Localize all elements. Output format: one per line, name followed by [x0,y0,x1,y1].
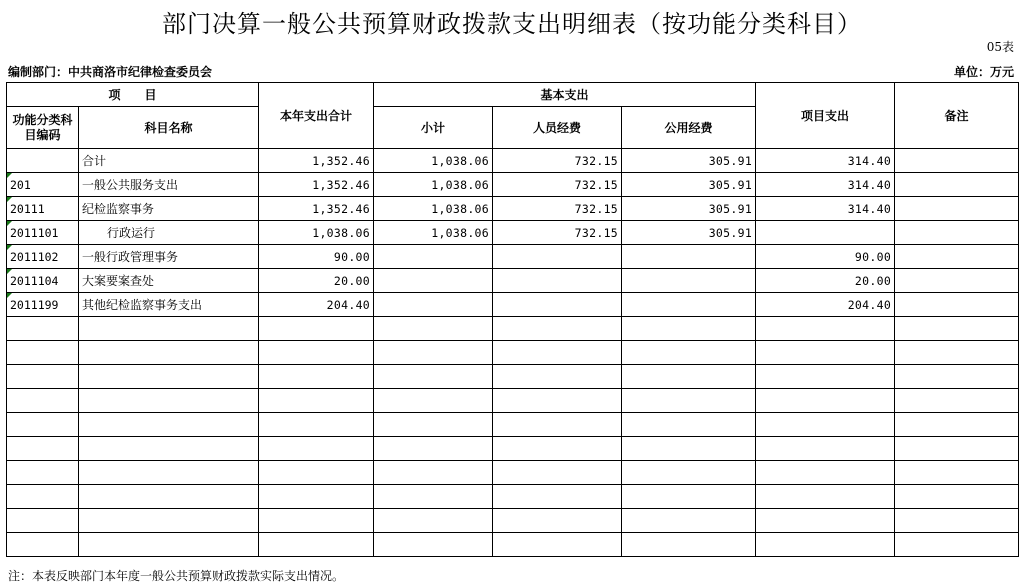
name-cell [79,365,259,389]
code-cell: 201 [7,173,79,197]
code-cell [7,389,79,413]
total-cell [259,485,374,509]
name-cell: 大案要案查处 [79,269,259,293]
personnel-cell [493,413,622,437]
code-cell [7,437,79,461]
cell-marker-icon [7,197,12,202]
header-code: 功能分类科目编码 [7,107,79,149]
project-cell [756,413,895,437]
code-cell: 20111 [7,197,79,221]
header-personnel: 人员经费 [493,107,622,149]
public-cell: 305.91 [622,221,756,245]
subtotal-cell [374,293,493,317]
table-body [7,149,1019,557]
code-cell: 2011102 [7,245,79,269]
project-cell [756,221,895,245]
remark-cell [895,149,1019,173]
header-subtotal: 小计 [374,107,493,149]
name-cell: 纪检监察事务 [79,197,259,221]
public-cell [622,413,756,437]
project-cell [756,365,895,389]
subtotal-cell: 1,038.06 [374,149,493,173]
table-row [7,149,1019,173]
personnel-cell [493,341,622,365]
subtotal-cell: 1,038.06 [374,173,493,197]
header-remark: 备注 [895,83,1019,149]
table-row [7,485,1019,509]
code-cell [7,413,79,437]
code-cell: 2011104 [7,269,79,293]
unit-label: 单位：万元 [953,65,1014,79]
personnel-cell [493,245,622,269]
table-row [7,509,1019,533]
cell-marker-icon [7,269,12,274]
name-cell [79,389,259,413]
table-row [7,461,1019,485]
table-row [7,293,1019,317]
department-label: 编制部门：中共商洛市纪律检查委员会 [8,65,213,79]
code-cell [7,317,79,341]
header-item: 项 目 [7,83,259,107]
table-row [7,245,1019,269]
total-cell: 204.40 [259,293,374,317]
public-cell [622,389,756,413]
subtotal-cell [374,461,493,485]
name-cell [79,317,259,341]
name-cell: 合计 [79,149,259,173]
personnel-cell: 732.15 [493,197,622,221]
public-cell [622,437,756,461]
subtotal-cell [374,533,493,557]
remark-cell [895,485,1019,509]
total-cell [259,533,374,557]
project-cell: 204.40 [756,293,895,317]
personnel-cell [493,437,622,461]
subtotal-cell [374,365,493,389]
personnel-cell [493,533,622,557]
name-cell: 行政运行 [79,221,259,245]
public-cell [622,293,756,317]
personnel-cell [493,509,622,533]
remark-cell [895,461,1019,485]
table-row [7,413,1019,437]
remark-cell [895,389,1019,413]
personnel-cell [493,293,622,317]
expenditure-table [6,82,1019,557]
code-cell [7,149,79,173]
name-cell [79,437,259,461]
code-cell [7,485,79,509]
public-cell [622,509,756,533]
personnel-cell [493,317,622,341]
project-cell [756,389,895,413]
public-cell [622,485,756,509]
remark-cell [895,245,1019,269]
total-cell [259,461,374,485]
project-cell [756,341,895,365]
project-cell [756,461,895,485]
header-project: 项目支出 [756,83,895,149]
project-cell [756,317,895,341]
table-row [7,365,1019,389]
total-cell [259,317,374,341]
code-cell: 2011101 [7,221,79,245]
remark-cell [895,509,1019,533]
name-cell: 一般行政管理事务 [79,245,259,269]
remark-cell [895,413,1019,437]
remark-cell [895,221,1019,245]
total-cell [259,365,374,389]
total-cell: 90.00 [259,245,374,269]
personnel-cell: 732.15 [493,173,622,197]
code-cell [7,461,79,485]
public-cell [622,365,756,389]
total-cell [259,389,374,413]
header-year-total: 本年支出合计 [259,83,374,149]
table-row [7,221,1019,245]
code-cell [7,341,79,365]
public-cell [622,341,756,365]
personnel-cell: 732.15 [493,221,622,245]
total-cell: 1,038.06 [259,221,374,245]
project-cell [756,509,895,533]
remark-cell [895,317,1019,341]
table-row [7,389,1019,413]
project-cell [756,533,895,557]
personnel-cell [493,389,622,413]
table-row [7,533,1019,557]
total-cell [259,509,374,533]
project-cell: 314.40 [756,149,895,173]
total-cell [259,413,374,437]
page-title: 部门决算一般公共预算财政拨款支出明细表（按功能分类科目） [162,10,862,38]
subtotal-cell [374,389,493,413]
project-cell: 90.00 [756,245,895,269]
remark-cell [895,269,1019,293]
subtotal-cell [374,437,493,461]
header-public: 公用经费 [622,107,756,149]
name-cell: 其他纪检监察事务支出 [79,293,259,317]
subtotal-cell [374,509,493,533]
subtotal-cell [374,341,493,365]
table-row [7,341,1019,365]
public-cell [622,461,756,485]
total-cell: 1,352.46 [259,173,374,197]
project-cell: 20.00 [756,269,895,293]
remark-cell [895,173,1019,197]
table-row [7,317,1019,341]
cell-marker-icon [7,293,12,298]
remark-cell [895,365,1019,389]
name-cell [79,341,259,365]
cell-marker-icon [7,245,12,250]
code-cell [7,533,79,557]
table-row [7,173,1019,197]
table-row [7,197,1019,221]
name-cell [79,413,259,437]
name-cell: 一般公共服务支出 [79,173,259,197]
project-cell [756,485,895,509]
subtotal-cell [374,269,493,293]
subtotal-cell [374,485,493,509]
table-row [7,437,1019,461]
subtotal-cell: 1,038.06 [374,221,493,245]
cell-marker-icon [7,173,12,178]
code-cell: 2011199 [7,293,79,317]
public-cell: 305.91 [622,149,756,173]
code-cell [7,509,79,533]
name-cell [79,485,259,509]
name-cell [79,461,259,485]
personnel-cell [493,485,622,509]
subtotal-cell [374,413,493,437]
project-cell: 314.40 [756,173,895,197]
remark-cell [895,533,1019,557]
public-cell [622,245,756,269]
project-cell [756,437,895,461]
remark-cell [895,437,1019,461]
public-cell [622,269,756,293]
personnel-cell [493,365,622,389]
cell-marker-icon [7,221,12,226]
header-name: 科目名称 [79,107,259,149]
public-cell [622,533,756,557]
total-cell [259,341,374,365]
public-cell [622,317,756,341]
total-cell: 1,352.46 [259,149,374,173]
total-cell: 1,352.46 [259,197,374,221]
code-cell [7,365,79,389]
subtotal-cell: 1,038.06 [374,197,493,221]
public-cell: 305.91 [622,173,756,197]
project-cell: 314.40 [756,197,895,221]
total-cell: 20.00 [259,269,374,293]
personnel-cell [493,461,622,485]
table-row [7,269,1019,293]
public-cell: 305.91 [622,197,756,221]
name-cell [79,533,259,557]
form-number: 05表 [986,40,1014,54]
personnel-cell [493,269,622,293]
remark-cell [895,341,1019,365]
subtotal-cell [374,245,493,269]
personnel-cell: 732.15 [493,149,622,173]
subtotal-cell [374,317,493,341]
name-cell [79,509,259,533]
total-cell [259,437,374,461]
header-basic: 基本支出 [374,83,756,107]
remark-cell [895,197,1019,221]
remark-cell [895,293,1019,317]
footnote: 注：本表反映部门本年度一般公共预算财政拨款实际支出情况。 [8,569,345,583]
